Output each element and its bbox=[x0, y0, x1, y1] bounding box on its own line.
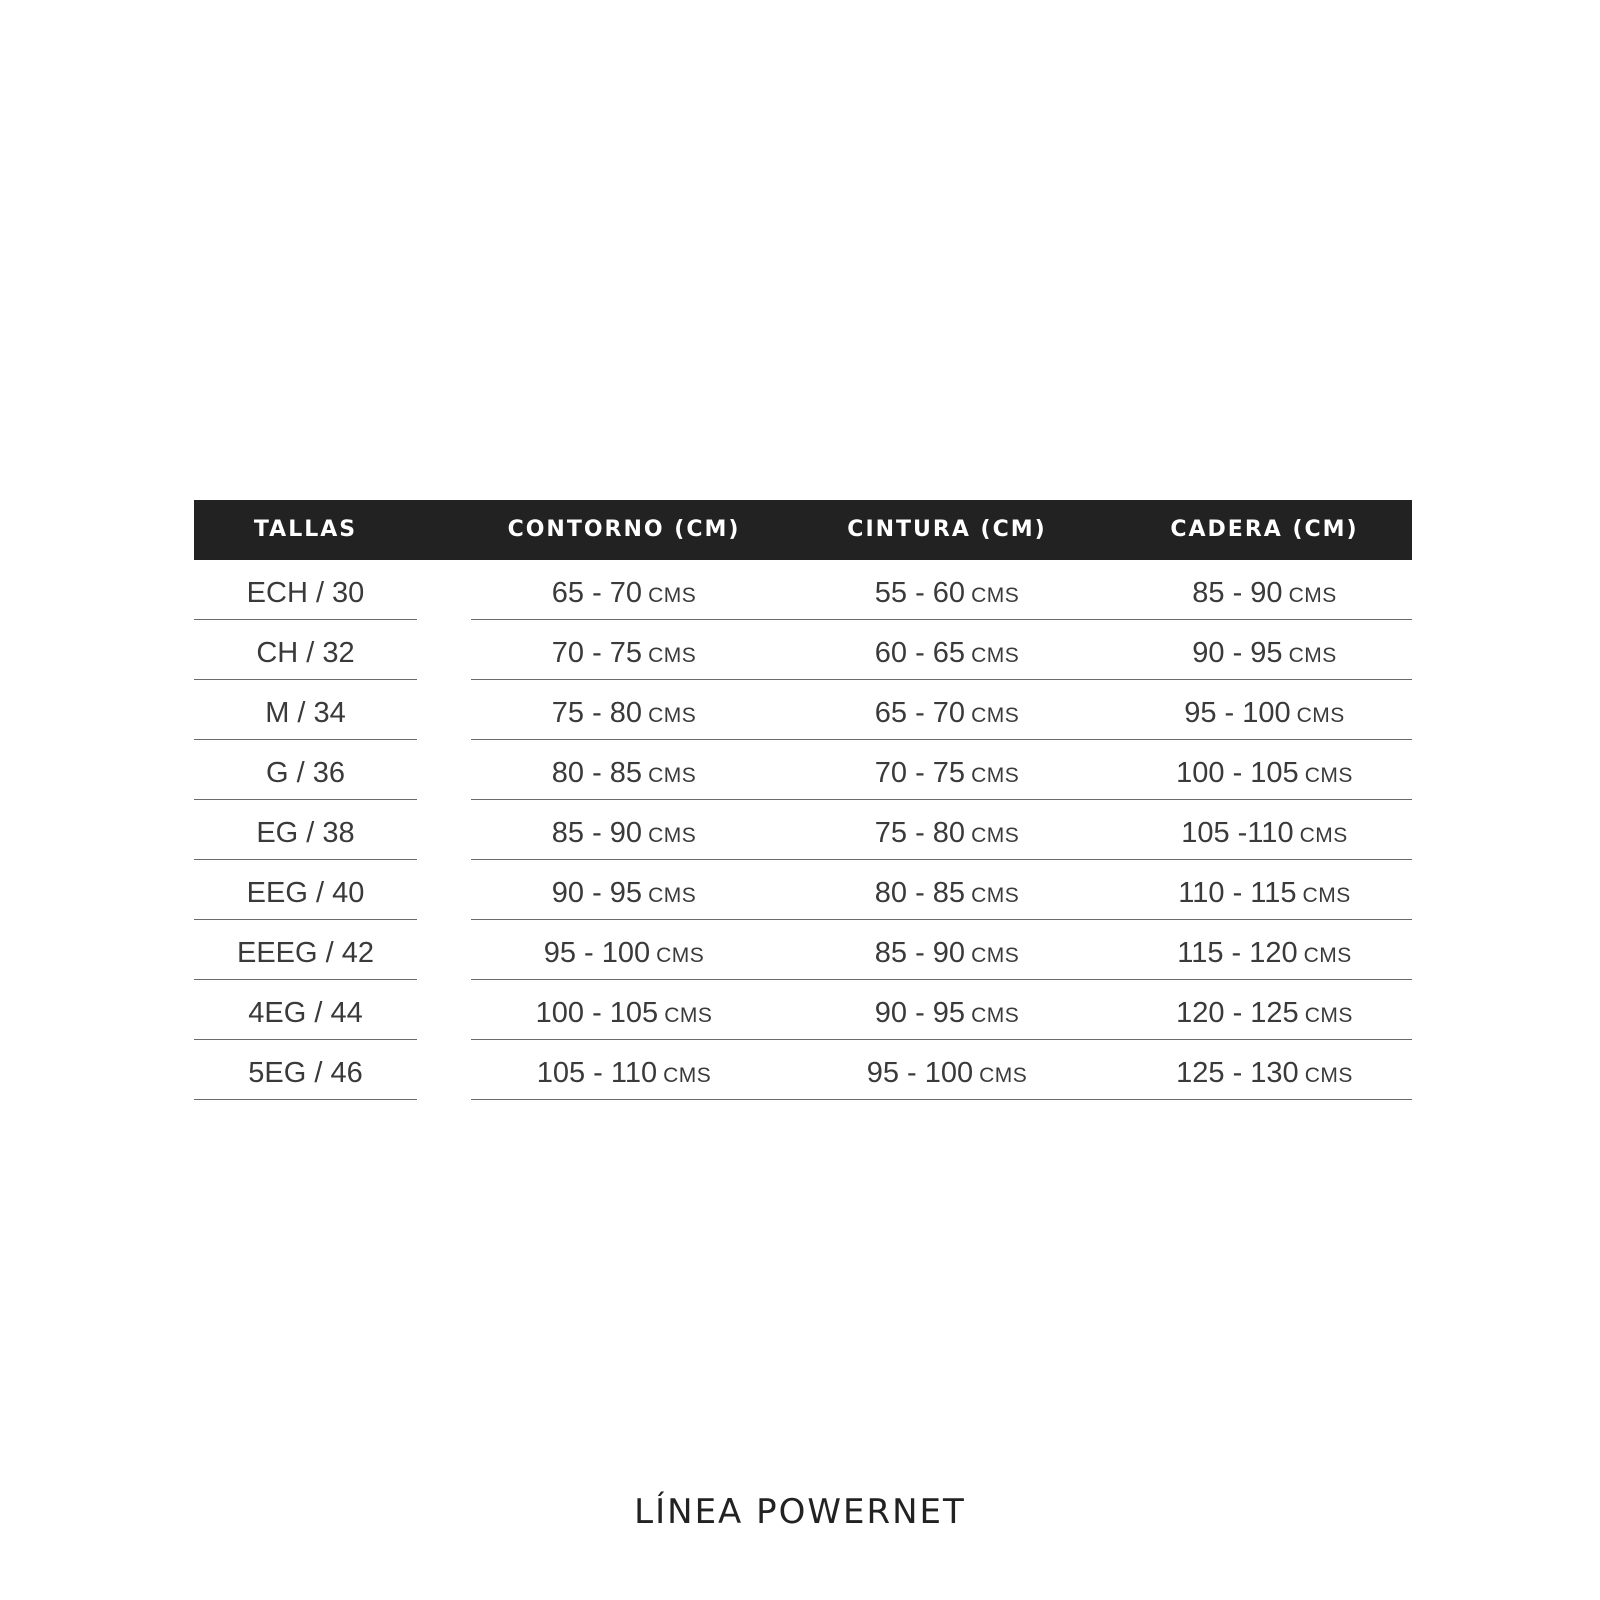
cell-talla: EEEG / 42 bbox=[236, 937, 374, 969]
cell-cintura bbox=[777, 860, 1117, 920]
cell-contorno-value: 90 - 95 bbox=[551, 877, 643, 909]
cell-unit: CMS bbox=[971, 584, 1020, 607]
cell-cintura-value: 85 - 90 bbox=[874, 937, 966, 969]
cell-contorno-value: 105 - 110 bbox=[536, 1057, 658, 1089]
cell-cadera-value: 95 - 100 bbox=[1184, 697, 1291, 729]
cell-cintura-value: 80 - 85 bbox=[874, 877, 966, 909]
cell-cadera bbox=[1117, 980, 1412, 1040]
cell-cintura-value: 75 - 80 bbox=[874, 817, 966, 849]
cell-contorno-value: 100 - 105 bbox=[535, 997, 659, 1029]
cell-unit: CMS bbox=[663, 1064, 712, 1087]
cell-unit: CMS bbox=[648, 644, 697, 667]
table-row bbox=[194, 740, 1412, 800]
cell-talla: ECH / 30 bbox=[246, 577, 365, 609]
cell-unit: CMS bbox=[648, 704, 697, 727]
cell-talla: 4EG / 44 bbox=[248, 997, 363, 1029]
header-tallas: TALLAS bbox=[253, 517, 358, 542]
cell-cintura bbox=[777, 800, 1117, 860]
cell-unit: CMS bbox=[648, 764, 697, 787]
cell-talla: EEG / 40 bbox=[246, 877, 365, 909]
cell-contorno-value: 65 - 70 bbox=[551, 577, 643, 609]
cell-contorno bbox=[471, 740, 777, 800]
cell-talla: M / 34 bbox=[265, 697, 346, 729]
cell-unit: CMS bbox=[971, 1004, 1020, 1027]
table-row bbox=[194, 800, 1412, 860]
table-row bbox=[194, 680, 1412, 740]
cell-cintura-value: 55 - 60 bbox=[874, 577, 966, 609]
size-chart-table bbox=[194, 500, 1412, 1100]
row-divider-left bbox=[194, 1099, 417, 1100]
cell-unit: CMS bbox=[1304, 1064, 1353, 1087]
cell-cadera-value: 85 - 90 bbox=[1192, 577, 1283, 609]
cell-cadera bbox=[1117, 680, 1412, 740]
cell-contorno-value: 85 - 90 bbox=[551, 817, 643, 849]
cell-unit: CMS bbox=[971, 704, 1020, 727]
cell-talla: CH / 32 bbox=[256, 637, 355, 669]
cell-cintura-value: 95 - 100 bbox=[866, 1057, 974, 1089]
cell-unit: CMS bbox=[656, 944, 705, 967]
cell-cadera-value: 105 -110 bbox=[1181, 817, 1294, 849]
cell-cadera-value: 110 - 115 bbox=[1178, 877, 1297, 909]
cell-contorno-value: 70 - 75 bbox=[551, 637, 643, 669]
table-row bbox=[194, 560, 1412, 620]
cell-contorno-value: 80 - 85 bbox=[551, 757, 643, 789]
cell-cintura bbox=[777, 620, 1117, 680]
cell-unit: CMS bbox=[971, 884, 1020, 907]
cell-contorno bbox=[471, 680, 777, 740]
cell-cintura-value: 60 - 65 bbox=[874, 637, 966, 669]
cell-unit: CMS bbox=[979, 1064, 1028, 1087]
cell-unit: CMS bbox=[971, 764, 1020, 787]
cell-cadera-value: 90 - 95 bbox=[1192, 637, 1283, 669]
cell-unit: CMS bbox=[1288, 584, 1337, 607]
cell-contorno bbox=[471, 560, 777, 620]
cell-contorno bbox=[471, 980, 777, 1040]
cell-unit: CMS bbox=[1299, 824, 1348, 847]
cell-cadera-value: 115 - 120 bbox=[1177, 937, 1298, 969]
table-row bbox=[194, 980, 1412, 1040]
cell-cadera bbox=[1117, 620, 1412, 680]
header-cintura: CINTURA (CM) bbox=[847, 517, 1047, 542]
cell-cadera-value: 120 - 125 bbox=[1176, 997, 1299, 1029]
cell-cintura-value: 65 - 70 bbox=[874, 697, 966, 729]
cell-cadera bbox=[1117, 800, 1412, 860]
header-cadera: CADERA (CM) bbox=[1170, 517, 1359, 542]
cell-cintura bbox=[777, 1040, 1117, 1100]
cell-talla: EG / 38 bbox=[256, 817, 355, 849]
cell-talla: G / 36 bbox=[266, 757, 345, 789]
cell-cintura bbox=[777, 680, 1117, 740]
cell-unit: CMS bbox=[1303, 944, 1352, 967]
cell-cadera bbox=[1117, 740, 1412, 800]
table-row bbox=[194, 620, 1412, 680]
cell-cadera bbox=[1117, 1040, 1412, 1100]
cell-unit: CMS bbox=[971, 824, 1020, 847]
cell-cadera bbox=[1117, 860, 1412, 920]
cell-cadera-value: 100 - 105 bbox=[1176, 757, 1299, 789]
cell-cintura bbox=[777, 560, 1117, 620]
cell-contorno bbox=[471, 620, 777, 680]
footer-title: LÍNEA POWERNET bbox=[634, 1492, 966, 1532]
cell-unit: CMS bbox=[1302, 884, 1351, 907]
cell-unit: CMS bbox=[1304, 764, 1353, 787]
cell-unit: CMS bbox=[971, 944, 1020, 967]
cell-unit: CMS bbox=[971, 644, 1020, 667]
cell-cintura bbox=[777, 920, 1117, 980]
cell-contorno-value: 95 - 100 bbox=[543, 937, 651, 969]
cell-cadera bbox=[1117, 920, 1412, 980]
cell-cintura bbox=[777, 740, 1117, 800]
cell-talla: 5EG / 46 bbox=[248, 1057, 363, 1089]
row-divider-right bbox=[471, 1099, 1412, 1100]
cell-contorno-value: 75 - 80 bbox=[551, 697, 643, 729]
cell-unit: CMS bbox=[1288, 644, 1337, 667]
cell-unit: CMS bbox=[1304, 1004, 1353, 1027]
cell-unit: CMS bbox=[648, 584, 697, 607]
cell-unit: CMS bbox=[664, 1004, 713, 1027]
table-row bbox=[194, 860, 1412, 920]
cell-contorno bbox=[471, 1040, 777, 1100]
cell-unit: CMS bbox=[648, 824, 697, 847]
cell-unit: CMS bbox=[648, 884, 697, 907]
table-header bbox=[194, 500, 1412, 560]
table-row bbox=[194, 920, 1412, 980]
cell-contorno bbox=[471, 800, 777, 860]
cell-unit: CMS bbox=[1296, 704, 1345, 727]
cell-cadera-value: 125 - 130 bbox=[1176, 1057, 1299, 1089]
cell-contorno bbox=[471, 920, 777, 980]
header-contorno: CONTORNO (CM) bbox=[507, 517, 741, 542]
table-row bbox=[194, 1040, 1412, 1100]
cell-cintura-value: 90 - 95 bbox=[874, 997, 966, 1029]
cell-cadera bbox=[1117, 560, 1412, 620]
table-body bbox=[194, 560, 1412, 1100]
cell-cintura-value: 70 - 75 bbox=[874, 757, 966, 789]
cell-contorno bbox=[471, 860, 777, 920]
cell-cintura bbox=[777, 980, 1117, 1040]
